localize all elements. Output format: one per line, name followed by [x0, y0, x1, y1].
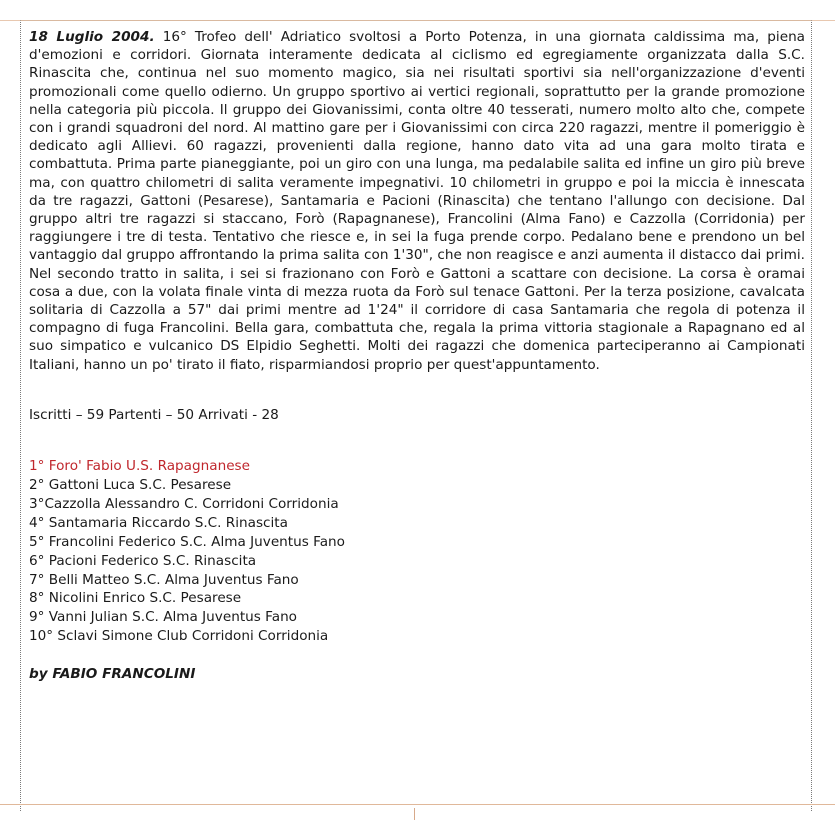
result-item: 4° Santamaria Riccardo S.C. Rinascita — [29, 514, 288, 531]
result-item: 6° Pacioni Federico S.C. Rinascita — [29, 552, 257, 569]
page-center-tick — [414, 808, 415, 820]
document-content — [29, 28, 805, 682]
byline: by FABIO FRANCOLINI — [29, 666, 196, 683]
result-item: 10° Sclavi Simone Club Corridoni Corridonia — [29, 628, 329, 645]
results-list — [29, 457, 805, 646]
article-body: 16° Trofeo dell' Adriatico svoltosi a Porto Potenza, in una giornata caldissima ma, piena d'emozioni e corridori. Giornata interamente dedicata al ciclismo ed egregiamente organizzata dalla S.C. Rinascita che, continua nel suo momento magico, sia nei risultati sportivi sia nell'organizzazione d'eventi promozionali come quello odierno. Un gruppo sportivo ai vertici regionali, soprattutto per la grande promozione nella categoria più piccola. Il gruppo dei Giovanissimi, conta oltre 40 tesserati, numero molto alto che, compete con i grandi squadroni del nord. Al mattino gare per i Giovanissimi con circa 220 ragazzi, mentre il pomeriggio è dedicato agli Allievi. 60 ragazzi, provenienti dalla regione, hanno dato vita ad una gara molto tirata e combattuta. Prima parte pianeggiante, poi un giro con una lunga, ma pedalabile salita ed infine un giro più breve ma, con quattro chilometri di salita veramente impegnativi. 10 chilometri in gruppo e poi la miccia è innescata da tre ragazzi, Gattoni (Pesarese), Santamaria e Pacioni (Rinascita) che tentano l'allungo con decisione. Dal gruppo altri tre ragazzi si staccano, Forò (Rapagnanese), Francolini (Alma Fano) e Cazzolla (Corridonia) per raggiungere i tre di testa. Tentativo che riesce e, in sei la fuga prende corpo. Pedalano bene e prendono un bel vantaggio dal gruppo affrontando la prima salita con 1'30", che non reagisce e anzi aumenta il distacco dai primi. Nel secondo tratto in salita, i sei si frazionano con Forò e Gattoni a scattare con decisione. La corsa è oramai cosa a due, con la volata finale vinta di mezza ruota da Forò sul tenace Gattoni. Per la terza posizione, cavalcata solitaria di Cazzolla a 57" dai primi mentre ad 1'24" il corridore di casa Santamaria che regola di potenza il compagno di fuga Francolini. Bella gara, combattuta che, regala la prima vittoria stagionale a Rapagnano ed al suo simpatico e vulcanico DS Elpidio Seghetti. Molti dei ragazzi che domenica parteciperanno ai Campionati Italiani, hanno un po' tirato il fiato, risparmiandosi proprio per quest'appuntamento. — [29, 29, 806, 373]
result-item: 7° Belli Matteo S.C. Alma Juventus Fano — [29, 571, 299, 588]
article-paragraph — [29, 28, 805, 374]
result-item: 8° Nicolini Enrico S.C. Pesarese — [29, 590, 242, 607]
race-stats: Iscritti – 59 Partenti – 50 Arrivati - 28 — [29, 406, 279, 423]
result-item: 5° Francolini Federico S.C. Alma Juventus Fano — [29, 533, 345, 550]
result-item: 1° Foro' Fabio U.S. Rapagnanese — [29, 458, 251, 475]
article-date: 18 Luglio 2004. — [29, 29, 155, 45]
bottom-margin-rule — [0, 804, 835, 805]
result-item: 9° Vanni Julian S.C. Alma Juventus Fano — [29, 609, 297, 626]
result-item: 2° Gattoni Luca S.C. Pesarese — [29, 476, 232, 493]
result-item: 3°Cazzolla Alessandro C. Corridoni Corridonia — [29, 495, 339, 512]
